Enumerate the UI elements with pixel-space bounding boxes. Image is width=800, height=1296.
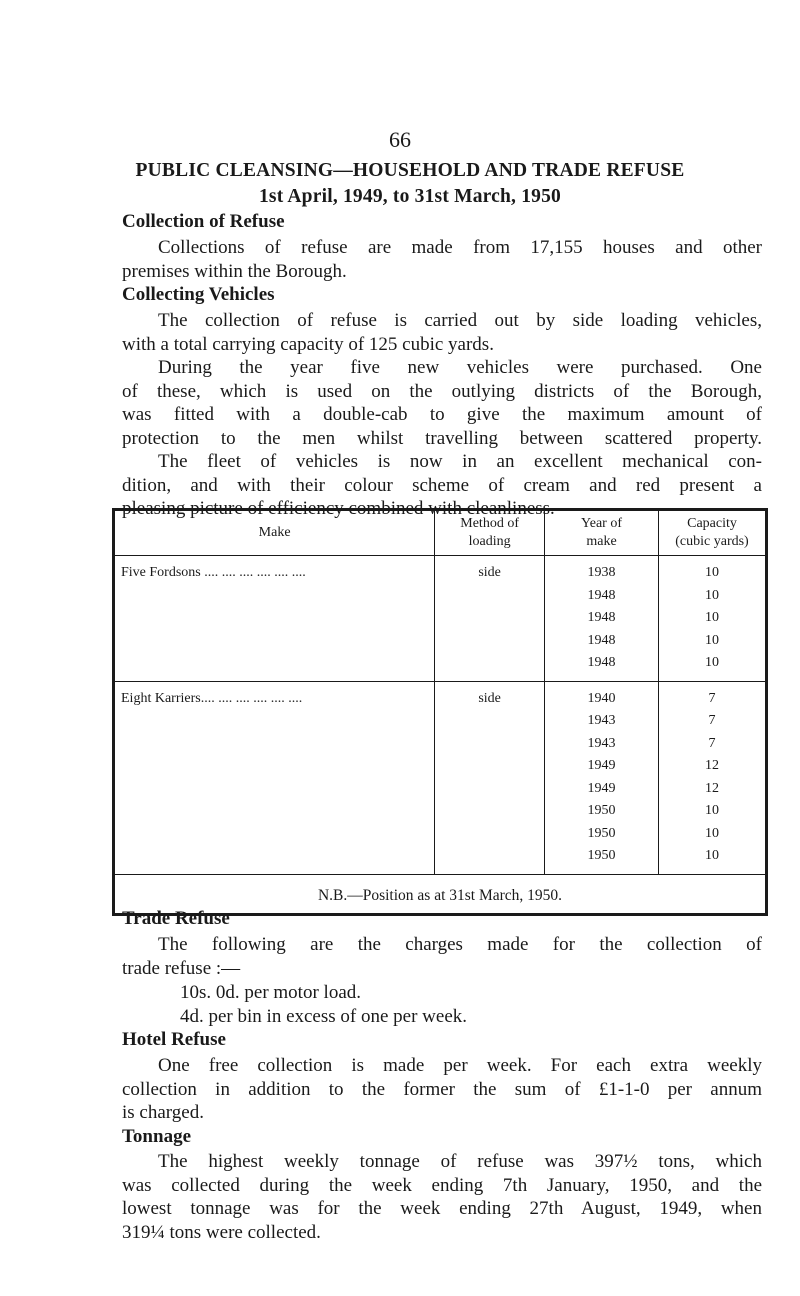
text-line: The collection of refuse is carried out by side loading vehicles, [158,310,762,331]
header-capacity [658,510,766,556]
cell-year: 1948 [587,632,616,648]
table-row [114,681,767,874]
text-line: Collections of refuse are made from 17,155 houses and other [158,237,762,258]
heading-tonnage: Tonnage [122,1126,191,1147]
table-note: N.B.—Position as at 31st March, 1950. [114,874,767,915]
charge-bin: 4d. per bin in excess of one per week. [180,1006,468,1027]
header-method-line: loading [468,534,511,549]
text-line: is charged. [122,1102,204,1123]
cell-year: 1949 [587,780,616,796]
text-line: The fleet of vehicles is now in an excellent mechanical con- [158,451,762,472]
cell-year: 1949 [587,758,616,773]
cell-method: side [435,556,545,682]
text-line: lowest tonnage was for the week ending 27th August, 1949, when [122,1198,762,1219]
text-line: pleasing picture of efficiency combined with cleanliness. [122,498,555,519]
header-make: Make [114,510,435,556]
header-year [545,510,659,556]
heading-hotel: Hotel Refuse [122,1029,226,1050]
cell-year: 1950 [587,825,616,841]
cell-capacity: 10 [704,610,719,625]
heading-collection: Collection of Refuse [122,211,285,232]
cell-capacity: 10 [704,803,719,818]
paragraph-vehicles-2 [122,356,762,450]
cell-capacity: 10 [704,825,719,841]
text-line: was fitted with a double-cab to give the maximum amount of [122,404,762,425]
vehicle-table [112,508,768,916]
header-year-line: Year of [581,516,622,531]
cell-year: 1940 [587,690,616,706]
heading-trade: Trade Refuse [122,908,230,929]
page-subtitle: 1st April, 1949, to 31st March, 1950 [258,186,562,207]
cell-year: 1943 [587,735,616,751]
header-year-line: make [586,534,617,549]
header-method-line: Method of [460,516,519,531]
header-method [435,510,545,556]
page-title: PUBLIC CLEANSING—HOUSEHOLD AND TRADE REFUSE [135,160,685,181]
paragraph-tonnage [122,1150,762,1244]
cell-year: 1950 [587,803,616,818]
cell-year: 1950 [587,848,616,863]
cell-year: 1948 [587,587,616,603]
text-line: was collected during the week ending 7th January, 1950, and the [122,1174,762,1196]
cell-capacities [658,681,766,874]
text-line: During the year five new vehicles were purchased. One [158,357,762,378]
paragraph-vehicles-1 [122,309,762,356]
header-capacity-line: (cubic yards) [675,534,749,549]
cell-capacities [658,556,766,682]
cell-make: Five Fordsons .... .... .... .... .... .... [114,556,435,682]
cell-capacity: 7 [708,690,716,706]
cell-year: 1943 [587,713,616,728]
heading-vehicles: Collecting Vehicles [122,284,275,305]
cell-capacity: 10 [704,848,719,863]
text-line: One free collection is made per week. For each extra weekly [158,1055,762,1076]
cell-capacity: 10 [704,632,719,648]
cell-year: 1948 [587,610,616,625]
cell-capacity: 10 [704,655,719,670]
table-header-row [114,510,767,556]
header-capacity-line: Capacity [687,516,737,531]
text-line: collection in addition to the former the sum of £1-1-0 per annum [122,1078,762,1100]
text-line: trade refuse :— [122,957,241,979]
cell-capacity: 7 [708,713,716,728]
charge-motor-load: 10s. 0d. per motor load. [180,982,362,1003]
cell-years [545,681,659,874]
text-line: with a total carrying capacity of 125 cubic yards. [122,333,494,355]
cell-capacity: 7 [708,735,716,751]
paragraph-collection [122,236,762,283]
text-line: The highest weekly tonnage of refuse was 397½ tons, which [158,1151,762,1172]
cell-years [545,556,659,682]
cell-make: Eight Karriers.... .... .... .... .... .... [121,690,303,706]
text-line: protection to the men whilst travelling between scattered property. [122,427,762,449]
cell-capacity: 10 [704,587,719,603]
text-line: dition, and with their colour scheme of cream and red present a [122,474,762,496]
paragraph-trade [122,933,762,980]
text-line: premises within the Borough. [122,260,347,282]
text-line: of these, which is used on the outlying districts of the Borough, [122,380,762,402]
page-number: 66 [389,127,411,152]
cell-year: 1948 [587,655,616,670]
cell-capacity: 12 [704,758,719,773]
cell-year: 1938 [587,565,616,580]
table-row [114,556,767,682]
text-line: The following are the charges made for the collection of [158,934,762,955]
paragraph-hotel [122,1054,762,1125]
cell-method: side [435,681,545,874]
cell-capacity: 12 [704,780,719,796]
text-line: 319¼ tons were collected. [122,1221,321,1243]
cell-capacity: 10 [704,565,719,580]
